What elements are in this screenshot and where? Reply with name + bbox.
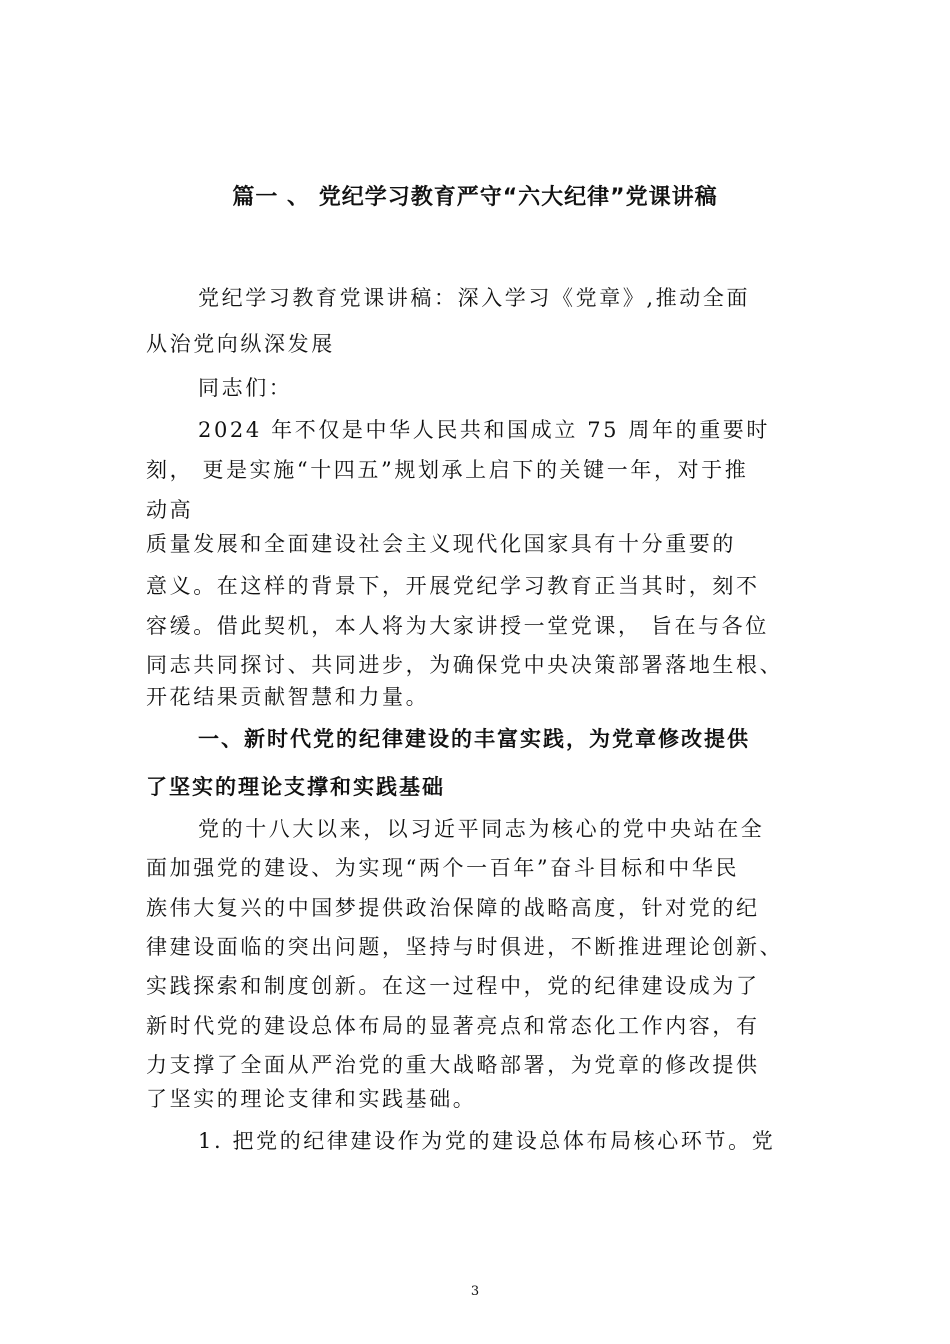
body-line-1: 党的十八大以来，以习近平同志为核心的党中央站在全 — [198, 817, 765, 841]
body-line-5: 实践探索和制度创新。在这一过程中，党的纪律建设成为了 — [146, 974, 760, 998]
subtitle-line-1: 党纪学习教育党课讲稿：深入学习《党章》,推动全面 — [198, 286, 751, 310]
section-heading-line-2: 了坚实的理论支撑和实践基础 — [146, 775, 445, 799]
body-line-6: 新时代党的建设总体布局的显著亮点和常态化工作内容，有 — [146, 1014, 760, 1038]
section-heading-line-1: 一、新时代党的纪律建设的丰富实践，为党章修改提供 — [198, 727, 750, 751]
body-line-3: 族伟大复兴的中国梦提供政治保障的战略高度，针对党的纪 — [146, 896, 760, 920]
intro-line-7: 同志共同探讨、共同进步，为确保党中央决策部署落地生根、 — [146, 653, 784, 677]
intro-line-5: 意义。在这样的背景下，开展党纪学习教育正当其时，刻不 — [146, 574, 760, 598]
intro-line-1: 2024 年不仅是中华人民共和国成立 75 周年的重要时 — [198, 418, 770, 442]
salutation: 同志们： — [198, 376, 293, 400]
body-line-7: 力支撑了全面从严治党的重大战略部署，为党章的修改提供 — [146, 1053, 760, 1077]
intro-line-4: 质量发展和全面建设社会主义现代化国家具有十分重要的 — [146, 532, 736, 556]
intro-line-2: 刻， 更是实施“十四五”规划承上启下的关键一年，对于推 — [146, 458, 749, 482]
body-line-2: 面加强党的建设、为实现“两个一百年”奋斗目标和中华民 — [146, 856, 740, 880]
intro-line-3: 动高 — [146, 498, 194, 522]
page-number: 3 — [470, 1284, 480, 1299]
document-title: 篇一 、 党纪学习教育严守“六大纪律”党课讲稿 — [232, 185, 718, 210]
body-line-4: 律建设面临的突出问题，坚持与时俱进，不断推进理论创新、 — [146, 935, 784, 959]
subtitle-line-2: 从治党向纵深发展 — [146, 332, 335, 356]
numbered-item-line: 1. 把党的纪律建设作为党的建设总体布局核心环节。党 — [198, 1129, 776, 1153]
intro-line-6: 容缓。借此契机，本人将为大家讲授一堂党课， 旨在与各位 — [146, 614, 769, 638]
body-line-8: 了坚实的理论支律和实践基础。 — [146, 1087, 477, 1111]
intro-line-8: 开花结果贡献智慧和力量。 — [146, 685, 430, 709]
